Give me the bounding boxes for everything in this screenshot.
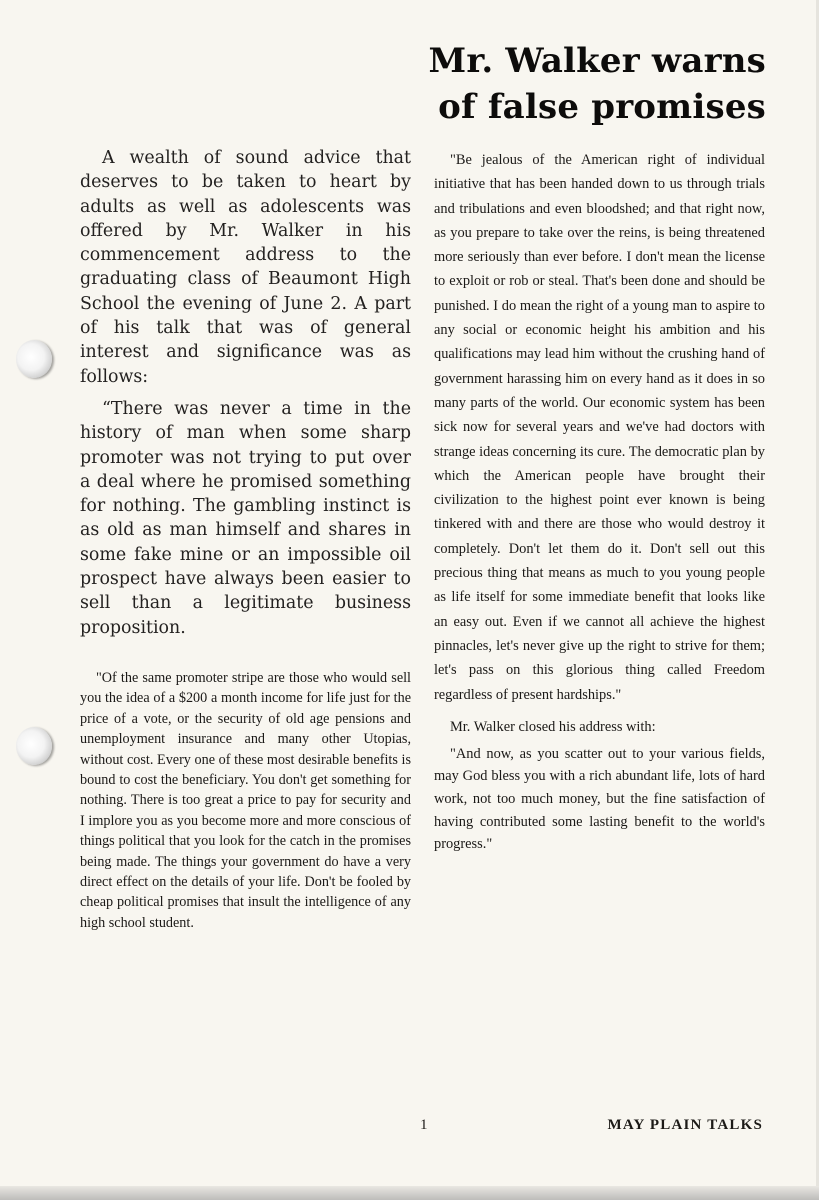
binder-hole-top bbox=[16, 340, 52, 378]
left-column bbox=[80, 146, 411, 933]
closing-quote-paragraph: "And now, as you scatter out to your various fields, may God bless you with a rich abundant life, lots of hard work, not too much money, but the fine satisfaction of having contributed some lasting benefit to the world's progress." bbox=[434, 745, 765, 853]
closing-intro-paragraph: Mr. Walker closed his address with: bbox=[450, 718, 656, 735]
quote-continued-paragraph: "Of the same promoter stripe are those who would sell you the idea of a $200 a month income for life just for the price of a vote, or the security of old age pensions and unemployment insurance and many other Utopias, without cost. Every one of these most desirable benefits is bound to cost the beneficiary. You don't get something for nothing. There is too great a price to pay for security and I implore you as you become more and more conscious of things political that you look for the catch in the promises being made. The things your government do have a very direct effect on the details of your life. Don't be fooled by cheap political promises that insult the intelligence of any high school student. bbox=[80, 669, 411, 931]
freedom-quote-paragraph: "Be jealous of the American right of individual initiative that has been handed down to us through trials and tribulations and even bloodshed; and that right now, as you prepare to take over the reins, is being threatened more seriously than ever before. I don't mean the license to exploit or rob or steal. That's been done and should be punished. I do mean the right of a young man to aspire to any social or economic height his ambition and his qualifications may lead him without the crushing hand of government harassing him on every hand as it does in so many parts of the world. Our economic system has been sick now for several years and we've had doctors with strange ideas concerning its cure. The democratic plan by which the American people have brought their civilization to the highest point ever known is being tinkered with and there are those who would destroy it completely. Don't let them do it. Don't sell out this precious thing that means as much to you young people as life itself for some immediate benefit that looks like an easy out. Even if we cannot all achieve the highest pinnacles, let's never give up the right to strive for them; let's pass on this glorious thing called Freedom regardless of present hardships." bbox=[434, 152, 765, 703]
intro-paragraph: A wealth of sound advice that deserves to be taken to heart by adults as well as adolescents was offered by Mr. Walker in his commencement address to the graduating class of Beaumont High School the evening of June 2. A part of his talk that was of general interest and significance was as follows: bbox=[80, 148, 411, 387]
quote-opening-paragraph: “There was never a time in the history of man when some sharp promoter was not trying to put over a deal where he promised something for nothing. The gambling instinct is as old as man himself and shares in some fake mine or an impossible oil prospect have always been easier to sell than a legitimate business proposition. bbox=[80, 398, 411, 638]
headline-line-1: Mr. Walker warns bbox=[428, 41, 766, 81]
article-headline bbox=[266, 38, 766, 130]
page-bottom-shadow bbox=[0, 1186, 819, 1200]
publication-title: MAY PLAIN TALKS bbox=[607, 1117, 763, 1133]
right-column bbox=[434, 148, 765, 856]
binder-hole-bottom bbox=[16, 727, 52, 765]
headline-line-2: of false promises bbox=[438, 87, 766, 127]
page-number: 1 bbox=[420, 1117, 428, 1133]
